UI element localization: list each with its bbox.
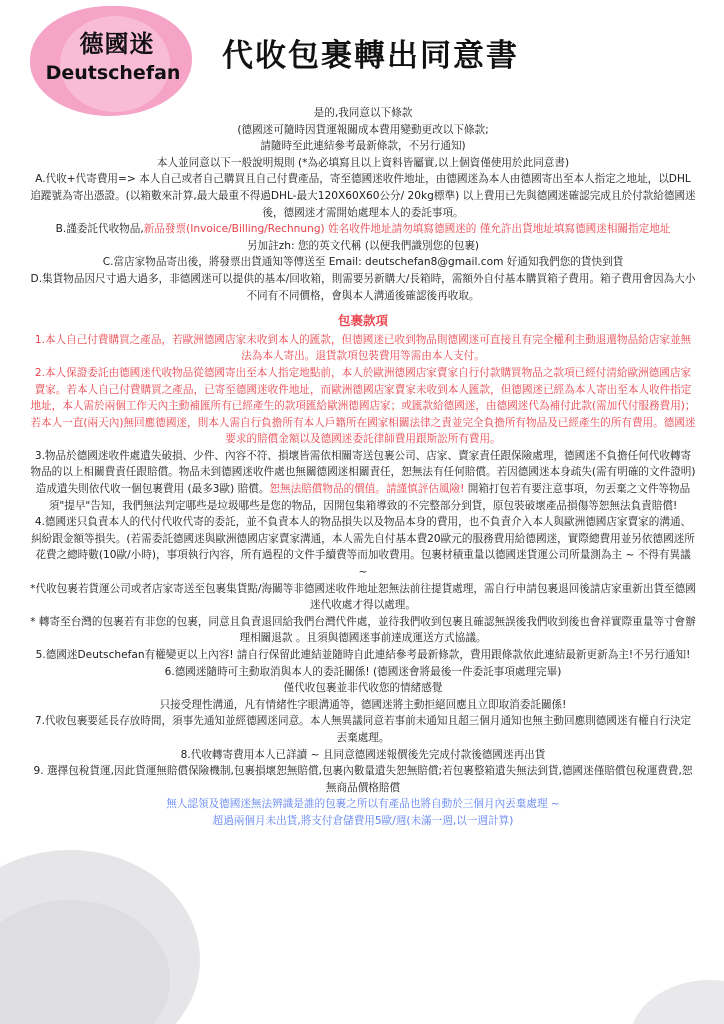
clause-c: C.當店家物品寄出後，將發票出貨通知等傳送至 Email: deutschefan8@gmail.com 好通知我們您的貨快到貨 <box>102 256 624 269</box>
intro-line: 本人並同意以下一般說明規則 (*為必填寫且以上資料皆屬實,以上個資僅使用於此同意書) <box>156 156 570 169</box>
term-1: 1.本人自己付費購買之產品，若歐洲德國店家未收到本人的匯款，但德國迷已收到物品則德國迷可直接且有完全權利主動退還物品給店家並無法為本人寄出。退貨款項包裝費用等需由本人支付。 <box>34 333 692 363</box>
term-3-warning: 恕無法賠償物品的價值。請謹慎評估風險! <box>269 483 465 496</box>
page-title: 代收包裹轉出同意書 <box>222 38 519 74</box>
term-6-line: 只接受理性溝通，凡有情緒性字眼溝通等，德國迷將主動拒絕回應且立即取消委託關係! <box>159 698 567 711</box>
term-4: 4.德國迷只負責本人的代付代收代寄的委託，並不負責本人的物品損失以及物品本身的費用，也不負責介入本人與歐洲德國店家賣家的溝通、糾紛跟金額等損失。(若需委託德國迷與歐洲德國店家賣家溝通，本人需先自付基本費20歐元的服務費用給德國迷，實際總費用並另依德國迷所花費之總時數(10歐/小時)，事項執行內容，所有過程的文件手續費等而加收費用。包裹材積重量以德國迷貨運公司所量測為主 ~ 不得有異議 ~ <box>31 516 695 579</box>
clause-b-text: B.謹委託代收物品, <box>55 223 144 236</box>
package-terms-heading: 包裹款項 <box>337 313 388 329</box>
term-7: 7.代收包裹要延長存放時間，須事先通知並經德國迷同意。本人無異議同意若事前未通知且超三個月通知也無主動回應則德國迷有權自行決定丟棄處理。 <box>34 715 692 744</box>
term-6-line: 僅代收包裹並非代收您的情緒感覺 <box>283 682 443 695</box>
intro-line: 請隨時至此連結參考最新條款，不另行通知) <box>260 140 466 153</box>
term-note-2: * 轉寄至台灣的包裹若有非您的包裹，同意且負責退回給我們台灣代件處，並待我們收到包裹且確認無誤後我們收到後也會祥實際重量等寸會辦理相關退款 。且須與德國迷事前達成運送方式協議。 <box>30 615 696 645</box>
clause-a: A.代收+代寄費用=> 本人自己或者自己購買且自己付費產品，寄至德國迷收件地址，由德國迷為本人由德國寄出至本人指定之地址，以DHL追蹤號為寄出憑證。(以箱數來計算,最大最重不得過DHL-最大120X60X60公分/ 20kg標準) 以上費用已先與德國迷確認完成且於付款給德國迷後，德國迷才需開始處理本人的委託事項。 <box>30 173 696 219</box>
intro-line: 是的,我同意以下條款 <box>313 107 413 119</box>
term-note-1: *代收包裹若貨運公司或者店家寄送至包裹集貨點/海關等非德國迷收件地址恕無法前往提貨處理，需自行申請包裹退回後請店家重新出貨至德國迷代收處才得以處理。 <box>30 582 696 612</box>
intro-line: (德國迷可隨時因貨運報關成本費用變動更改以下條款; <box>237 123 489 136</box>
clause-b <box>30 221 696 238</box>
term-8: 8.代收轉寄費用本人已詳讀 ~ 且同意德國迷報價後先完成付款後德國迷再出貨 <box>180 748 546 761</box>
note-storage-fee: 超過兩個月未出貨,將支付倉儲費用5歐/週(未滿一週,以一週計算) <box>212 814 514 827</box>
agreement-body <box>30 105 696 830</box>
clause-d: D.集貨物品因尺寸過大過多，非德國迷可以提供的基本/回收箱，則需要另新購大/長箱時，需額外自付基本購買箱子費用。箱子費用會因為大小不同有不同價格，會與本人溝通後確認後再收取。 <box>30 272 696 302</box>
term-6: 6.德國迷隨時可主動取消與本人的委託關係! (德國迷會將最後一件委託事項處理完畢) <box>164 665 562 678</box>
term-3-text: 3.物品於德國迷收件處遺失破損、少件、內容不符、損壞皆需依相關寄送包裹公司、店家、賣家責任跟保險處理，德國迷不負擔任何代收轉寄物品的以上相關費責任跟賠償。物品未到德國迷收件處也無關德國迷相關責任，恕無法有任何賠償。若因德國迷本身疏失(需有明確的文件證明)造成遺失則依代收一個包裹費用 (最多3歐) 賠償。 <box>30 449 696 496</box>
clause-b-note: 另加註zh: 您的英文代稱 (以便我們識別您的包裹) <box>246 239 480 252</box>
term-5: 5.德國迷Deutschefan有權變更以上內容! 請自行保留此連結並隨時自此連結參考最新條款，費用跟條款依此連結最新更新為主!不另行通知! <box>35 649 691 661</box>
decorative-circle <box>630 980 724 1024</box>
term-9: 9. 選擇包稅貨運,因此貨運無賠償保險機制,包裹損壞恕無賠償,包裹內數量遺失恕無賠償;若包裹整箱遺失無法到貨,德國迷僅賠償包稅運費費,恕無商品價格賠償 <box>33 765 693 794</box>
logo-chinese-name: 德國迷 <box>79 30 155 58</box>
term-2: 2.本人保證委託由德國迷代收物品從德國寄出至本人指定地點前，本人於歐洲德國店家賣家自行付款購買物品之款項已經付清給歐洲德國店家賣家。若本人自己付費購買之產品，已寄至德國迷收件地址，而歐洲德國店家賣家未收到本人匯款，但德國迷已經為本人寄出至本人收件指定地址，本人需於兩個工作天內主動補匯所有已經產生的款項匯給歐洲德國店家；或匯款給德國迷，由德國迷代為補付此款(需加代付服務費用)；若本人一直(兩天內)無回應德國迷，則本人需自行負擔所有本人戶籍所在國家相關法律之責並完全負擔所有物品及已經產生的所有費用。德國迷要求的賠償金額以及德國迷委託律師費用跟斯訟所有費用。 <box>30 366 696 446</box>
term-3 <box>30 448 696 514</box>
logo-english-name: Deutschefan <box>45 62 181 84</box>
clause-b-warning: 新品發票(Invoice/Billing/Rechnung) 姓名收件地址請勿填寫德國迷的 僅允許出貨地址填寫德國迷相關指定地址 <box>143 223 671 236</box>
term-3-tail: 開箱打包若有要注意事項，勿丟棄之文件等物品須"提早"告知，我們無法判定哪些是垃圾哪些是您的物品，因開包集箱導致的不完整部分到貨，原包裝破壞產品損傷等恕無法負責賠償! <box>48 483 691 512</box>
note-unclaimed: 無人認領及德國迷無法辨識是誰的包裹之所以有產品也將自動於三個月內丟棄處理 ~ <box>166 798 560 811</box>
